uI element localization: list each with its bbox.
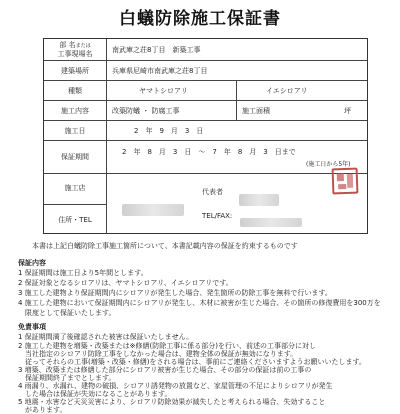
warranty-note: (施工日から5年)	[306, 160, 351, 168]
telfax-label: TEL/FAX:	[202, 212, 233, 220]
location-value: 兵庫県尼崎市南武庫之荘8丁目	[112, 66, 208, 75]
exemption-item: 1 保証期間満了後確認された被害は保証いたしません。	[18, 333, 194, 341]
warranty-value: 2 年 8 月 3 日 ～ 7 年 8 月 3 日まで	[122, 148, 296, 156]
redacted-company	[122, 204, 184, 216]
row-location	[44, 61, 367, 81]
location-label: 建築場所	[44, 61, 107, 80]
date-value: 2 年 9 月 3 日	[134, 126, 204, 135]
row-work-content	[44, 101, 367, 121]
content-value: 改築防蟻 ・ 防腐工事	[112, 106, 180, 115]
exemption-item: 2 施工した建物を増築・改築または※修繕(防除工事に係る部分)を行い、前述の工事部分に対し	[18, 342, 317, 350]
site-name-value: 南武庫之荘8丁目 新築工事	[112, 45, 201, 54]
warranty-heading: 保証内容	[18, 259, 46, 267]
content-label: 施工内容	[44, 101, 107, 120]
warranty-form-table	[43, 38, 368, 234]
address-label: 住所・TEL	[58, 216, 92, 224]
row-termite-kind	[44, 81, 367, 101]
redacted-phone	[240, 218, 302, 227]
contractor-label: 施工店	[64, 184, 86, 192]
exemption-item: 5 地震・水害など天災災害により、シロアリ防除効果が減失したと考えられる場合、失効すること	[18, 398, 326, 406]
warranty-item: 3 施工した建物より保証期間内にシロアリが発生した場合、発生箇所の防除工事を無料で行います。	[18, 289, 332, 297]
date-label: 施工日	[44, 121, 107, 140]
warranty-item: 1 保証期間は施工日より5年間とします。	[18, 269, 148, 277]
redacted-representative	[239, 194, 279, 206]
kind-yamato: ヤマトシロアリ	[139, 86, 188, 95]
contractor-label-cell	[44, 174, 107, 234]
exemption-item: があります。	[18, 406, 67, 414]
area-label: 施工面積	[242, 106, 270, 115]
exemption-item: 保証期間終了までとします。	[18, 374, 116, 382]
document-title: 白蟻防除施工保証書	[119, 9, 281, 29]
warranty-item: 限度として保証いたします。	[18, 309, 116, 317]
intro-text: 本書は上記白蟻防除工事施工箇所について、本書記載内容の保証を約束するものです	[32, 242, 298, 250]
representative-label: 代表者	[202, 188, 223, 196]
exemption-item: 従ってそれらの工事(増築・改築・修繕)をされる場合は、事前にご連絡くださいますようお願いいたします。	[18, 358, 366, 366]
warranty-item: 2 保証対象となるシロアリは、ヤマトシロアリ、イエシロアリです。	[18, 279, 233, 287]
warranty-item: 4 施工した建物において保証期間内にシロアリが発生し、木材に被害が生じた場合、その箇所の修復費用を300万を	[18, 299, 381, 307]
row-contractor	[44, 174, 367, 234]
exemption-heading: 免責事項	[18, 323, 46, 331]
exemption-item: 4 雨漏り、水漏れ、建物の破損、シロアリ誘発物の放置など、家屋管理の不足によりシロアリが発生	[18, 382, 333, 390]
exemption-item: 3 増築、改築または修繕した部分にシロアリ被害が生じた場合、その部分の保証は前の工事の	[18, 366, 312, 374]
company-seal-stamp	[332, 168, 359, 195]
exemption-item: 当社指定のシロアリ防除工事をしなかった場合は、建物全体の保証が無効になります。	[18, 350, 298, 358]
warranty-label: 保証期間	[44, 141, 107, 173]
exemption-item: した場合は保証が失効になることがあります。	[18, 390, 172, 398]
kind-label: 種類	[44, 81, 107, 100]
row-site-name	[44, 39, 367, 61]
kind-ie: イエシロアリ	[266, 86, 308, 95]
site-name-label: 部 名または 工事現場名	[44, 39, 107, 60]
area-unit: 坪	[344, 106, 351, 115]
